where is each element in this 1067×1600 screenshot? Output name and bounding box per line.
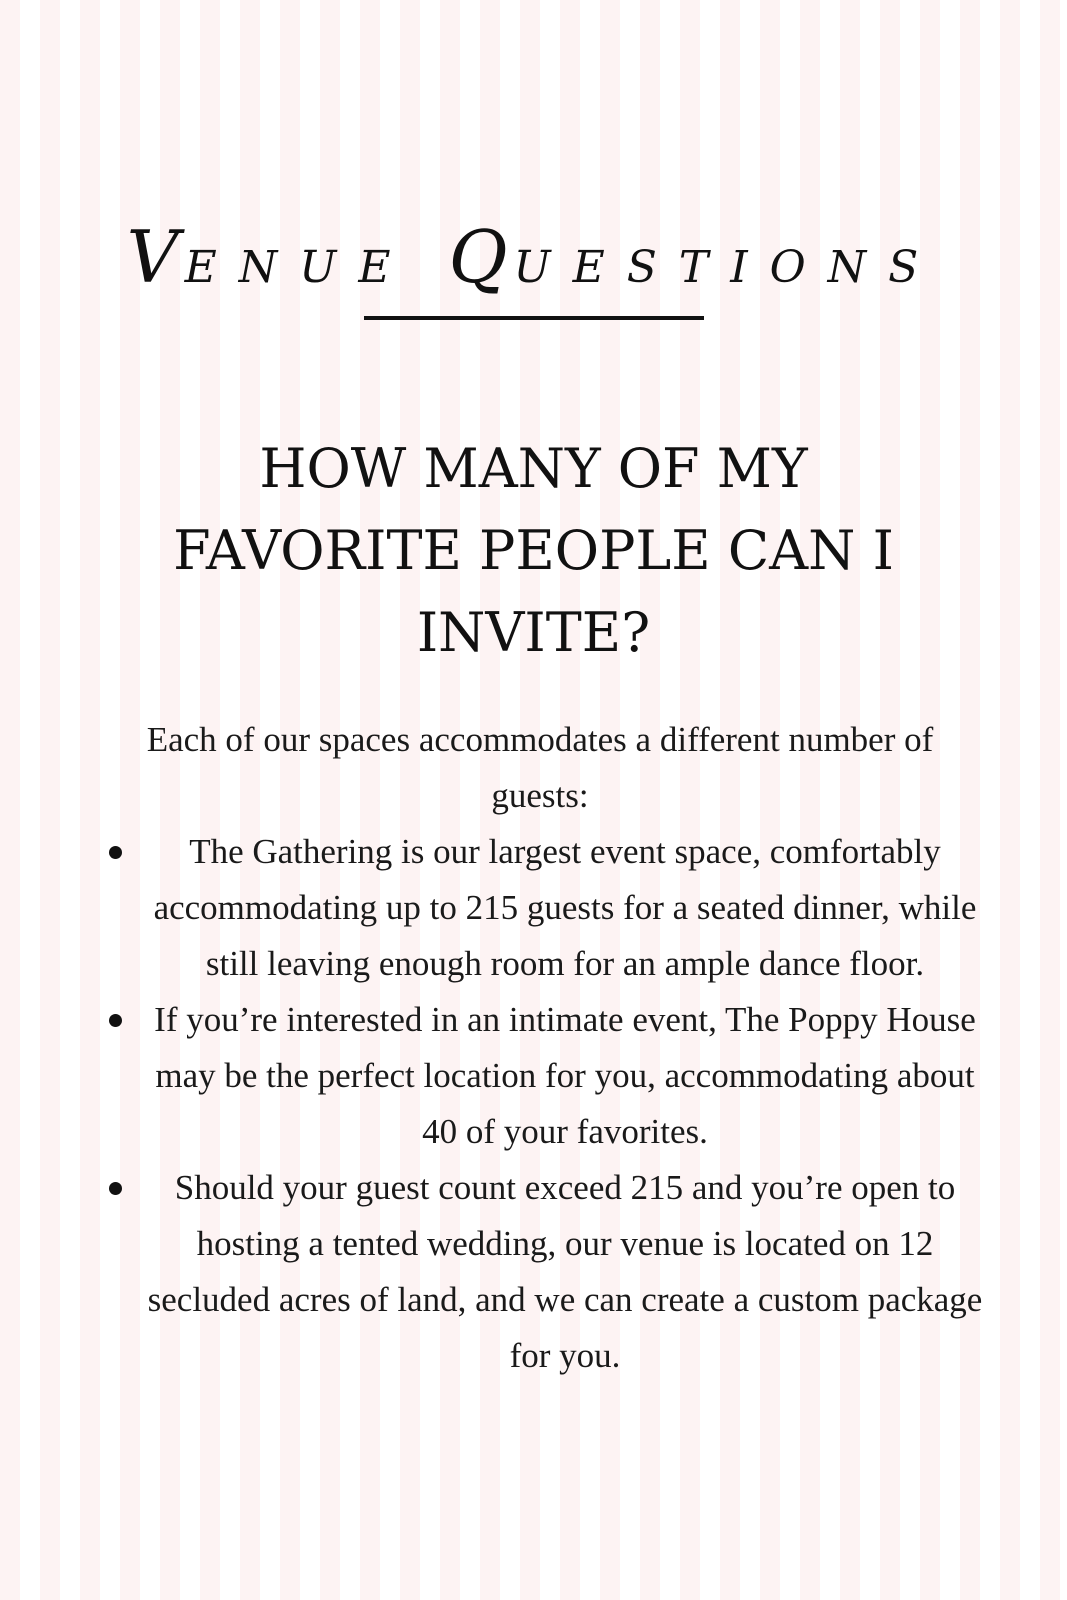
answer-body <box>95 712 985 1384</box>
section-title <box>0 215 1067 303</box>
title-divider <box>364 316 704 320</box>
bullet-text: The Gathering is our largest event space, comfortably accommodating up to 215 guests for a seated dinner, while still leaving enough room for an ample dance floor. <box>153 832 977 983</box>
title-word-venue: ENUE <box>184 242 413 293</box>
answer-intro: Each of our spaces accommodates a different number of guests: <box>146 720 934 815</box>
question-heading <box>150 428 917 674</box>
bullet-icon <box>109 846 122 859</box>
title-initial-v: V <box>126 215 185 299</box>
bullet-text: If you’re interested in an intimate event, The Poppy House may be the perfect location for you, accommodating about 40 of your favorites. <box>154 1000 976 1151</box>
list-item <box>95 1160 985 1384</box>
bullet-text: Should your guest count exceed 215 and you’re open to hosting a tented wedding, our venue is located on 12 secluded acres of land, and we can create a custom package for you. <box>147 1168 983 1375</box>
bullet-icon <box>109 1014 122 1027</box>
list-item <box>95 992 985 1160</box>
title-initial-q: Q <box>448 215 514 299</box>
question-line-3: INVITE? <box>416 601 651 664</box>
list-item <box>95 824 985 992</box>
answer-bullet-list <box>95 824 985 1384</box>
bullet-icon <box>109 1182 122 1195</box>
title-word-questions: UESTIONS <box>513 242 941 293</box>
question-line-1: HOW MANY OF MY <box>259 437 808 500</box>
question-line-2: FAVORITE PEOPLE CAN I <box>173 519 894 582</box>
